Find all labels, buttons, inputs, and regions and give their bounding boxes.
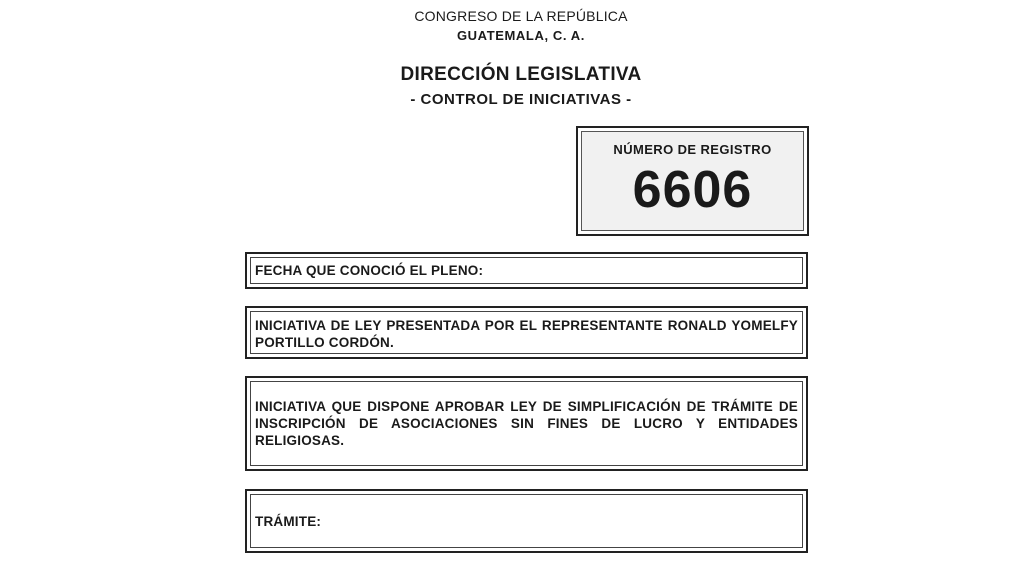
- registration-number-value: 6606: [632, 161, 753, 219]
- procedure-label: TRÁMITE:: [255, 514, 322, 529]
- country-name: GUATEMALA, C. A.: [456, 28, 586, 43]
- initiative-description-text: INICIATIVA QUE DISPONE APROBAR LEY DE SIMPLIFICACIÓN DE TRÁMITE DE INSCRIPCIÓN DE ASOCIACIONES SIN FINES DE LUCRO Y ENTIDADES RELIGIOSAS.: [255, 399, 798, 448]
- document-subtitle: - CONTROL DE INICIATIVAS -: [410, 91, 632, 108]
- institution-name: CONGRESO DE LA REPÚBLICA: [414, 8, 628, 24]
- initiative-presenter-text: INICIATIVA DE LEY PRESENTADA POR EL REPRESENTANTE RONALD YOMELFY PORTILLO CORDÓN.: [255, 318, 798, 350]
- initiative-description-field: [245, 376, 808, 471]
- procedure-field: [245, 489, 808, 553]
- registration-number-label: NÚMERO DE REGISTRO: [613, 142, 772, 157]
- plenary-date-field: [245, 252, 808, 289]
- department-title: DIRECCIÓN LEGISLATIVA: [400, 64, 642, 85]
- initiative-presenter-field: [245, 306, 808, 359]
- registration-number-box: [576, 126, 809, 236]
- registration-number-inner: [581, 131, 804, 231]
- plenary-date-label: FECHA QUE CONOCIÓ EL PLENO:: [255, 263, 484, 278]
